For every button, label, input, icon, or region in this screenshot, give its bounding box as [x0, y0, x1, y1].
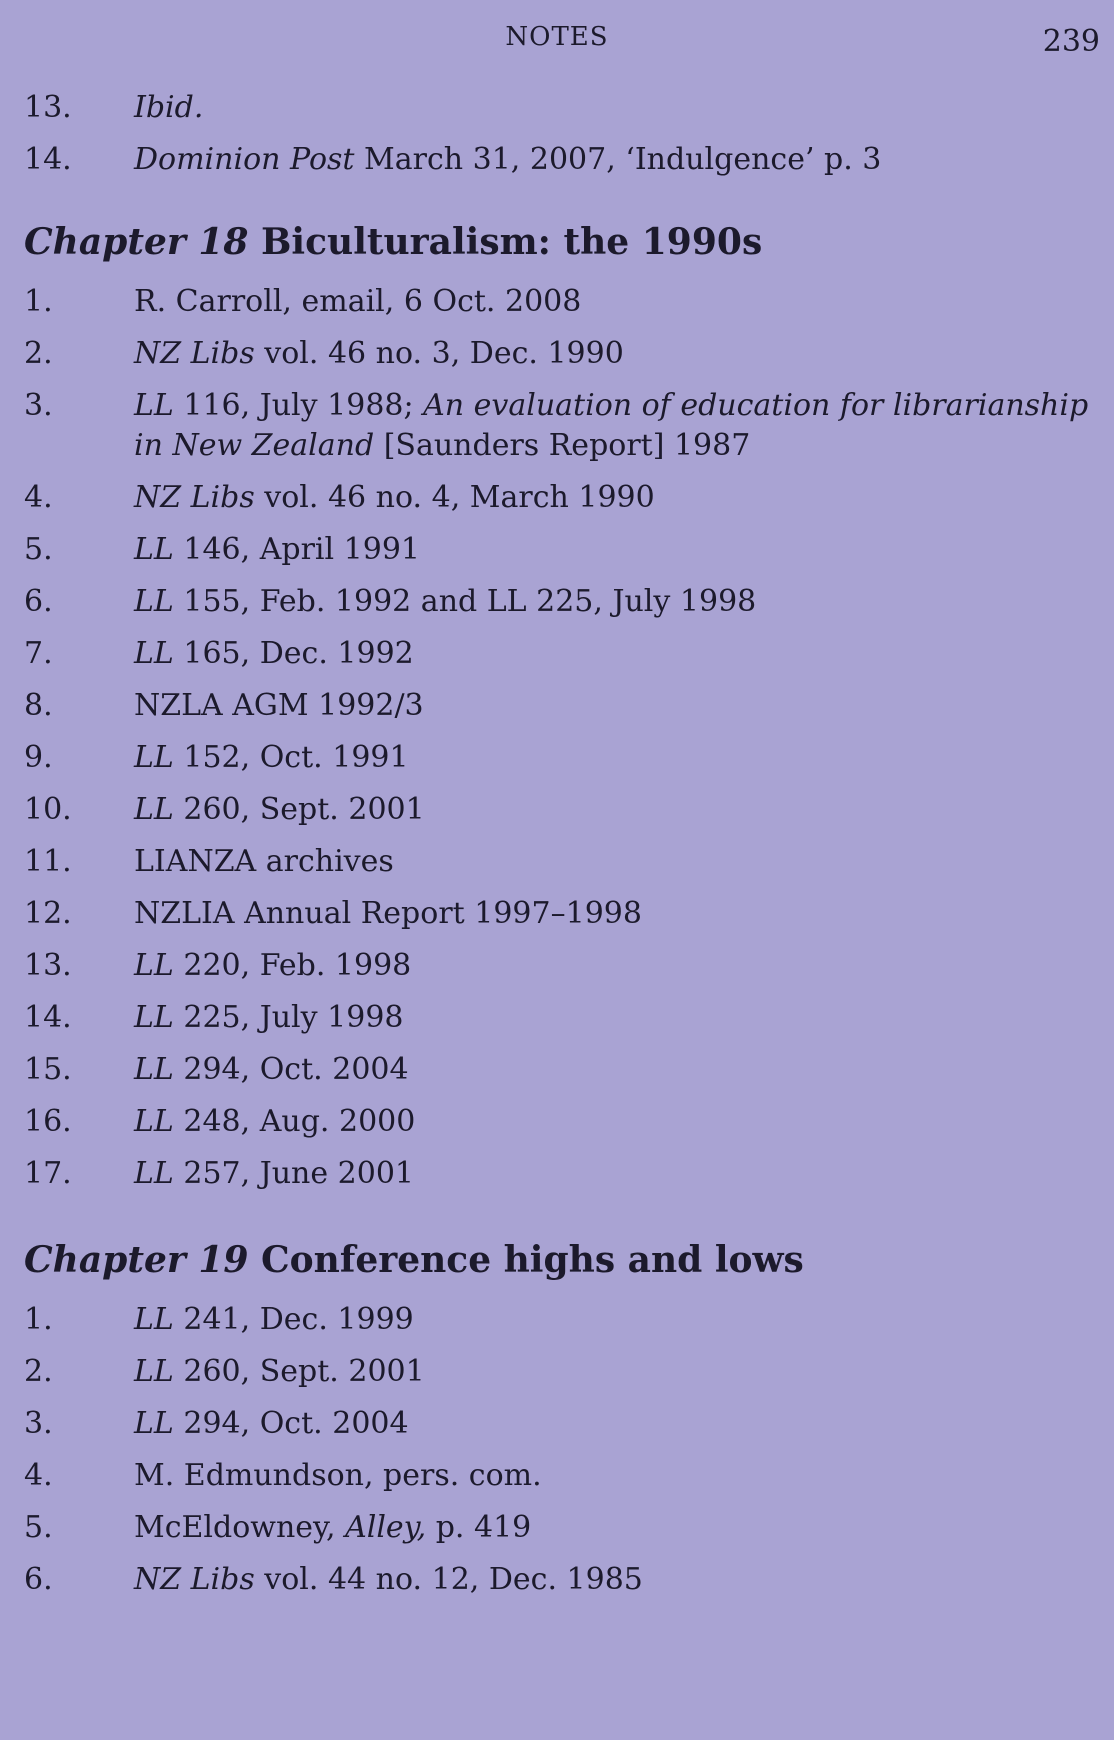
note-item [24, 82, 1094, 134]
chapter-heading-18 [24, 214, 1094, 270]
note-text [134, 992, 1094, 1044]
note-number: 9. [24, 740, 53, 775]
note-text [134, 328, 1094, 380]
note-text [134, 134, 1094, 186]
note-rest: vol. 46 no. 4, March 1990 [254, 480, 655, 515]
note-rest: 220, Feb. 1998 [173, 948, 412, 983]
note-italic: Dominion Post [134, 142, 355, 177]
note-item [24, 276, 1094, 328]
note-text [134, 524, 1094, 576]
note-rest: 116, July 1988; [173, 388, 424, 423]
note-italic: LL [134, 636, 174, 671]
note-number: 6. [24, 1562, 53, 1597]
note-rest: 248, Aug. 2000 [173, 1104, 416, 1139]
note-item [24, 732, 1094, 784]
note-item [24, 576, 1094, 628]
note-text [134, 680, 1094, 732]
note-text [134, 1148, 1094, 1200]
note-italic: LL [134, 1052, 174, 1087]
note-pre: McEldowney, [134, 1510, 346, 1545]
note-item [24, 680, 1094, 732]
note-text [134, 940, 1094, 992]
note-text [134, 276, 1094, 328]
note-italic: NZ Libs [134, 336, 255, 371]
note-number: 12. [24, 896, 72, 931]
note-item [24, 1398, 1094, 1450]
notes-body [24, 82, 1094, 1606]
note-number: 17. [24, 1156, 72, 1191]
note-item [24, 1148, 1094, 1200]
note-item [24, 472, 1094, 524]
note-item [24, 1502, 1094, 1554]
note-text [134, 472, 1094, 524]
note-italic: Alley, [345, 1510, 427, 1545]
note-text [134, 1502, 1094, 1554]
note-italic: LL [134, 1406, 174, 1441]
note-rest: vol. 46 no. 3, Dec. 1990 [254, 336, 624, 371]
note-item [24, 1044, 1094, 1096]
note-text [134, 1294, 1094, 1346]
note-number: 11. [24, 844, 72, 879]
note-text [134, 1398, 1094, 1450]
note-item [24, 836, 1094, 888]
running-head: NOTES [505, 22, 609, 52]
note-italic: LL [134, 388, 174, 423]
note-italic: LL [134, 740, 174, 775]
note-text [134, 576, 1094, 628]
note-italic: LL [134, 1354, 174, 1389]
note-rest: [Saunders Report] 1987 [374, 428, 751, 463]
note-number: 1. [24, 1302, 53, 1337]
note-item [24, 1096, 1094, 1148]
note-text [134, 732, 1094, 784]
chapter-label: Chapter 19 [24, 1239, 249, 1281]
note-rest: March 31, 2007, ‘Indulgence’ p. 3 [354, 142, 882, 177]
note-item [24, 134, 1094, 186]
note-number: 5. [24, 1510, 53, 1545]
note-rest: 146, April 1991 [173, 532, 420, 567]
note-text [134, 784, 1094, 836]
note-item [24, 328, 1094, 380]
note-rest: 257, June 2001 [173, 1156, 415, 1191]
note-item [24, 1294, 1094, 1346]
chapter-heading-19 [24, 1232, 1094, 1288]
chapter-title: Biculturalism: the 1990s [248, 221, 763, 263]
note-italic: LL [134, 532, 174, 567]
note-italic: LL [134, 1000, 174, 1035]
note-number: 14. [24, 1000, 72, 1035]
note-text [134, 82, 1094, 134]
note-rest: 241, Dec. 1999 [173, 1302, 414, 1337]
note-text [134, 1044, 1094, 1096]
note-italic-title: An evaluation of education for librarianship in New Zealand [134, 388, 1089, 463]
note-rest: 225, July 1998 [173, 1000, 404, 1035]
note-number: 13. [24, 948, 72, 983]
note-item [24, 1450, 1094, 1502]
note-number: 4. [24, 480, 53, 515]
note-rest: 294, Oct. 2004 [173, 1052, 409, 1087]
note-pre: NZLIA Annual Report 1997–1998 [134, 896, 642, 931]
note-text [134, 1450, 1094, 1502]
note-number: 2. [24, 1354, 53, 1389]
note-italic: LL [134, 948, 174, 983]
note-number: 14. [24, 142, 72, 177]
note-text [134, 1346, 1094, 1398]
note-number: 16. [24, 1104, 72, 1139]
note-rest: 294, Oct. 2004 [173, 1406, 409, 1441]
note-number: 5. [24, 532, 53, 567]
note-number: 15. [24, 1052, 72, 1087]
note-rest: 165, Dec. 1992 [173, 636, 414, 671]
note-pre: NZLA AGM 1992/3 [134, 688, 424, 723]
note-item [24, 524, 1094, 576]
note-rest: 260, Sept. 2001 [173, 792, 425, 827]
note-text [134, 1096, 1094, 1148]
note-italic: LL [134, 584, 174, 619]
note-number: 6. [24, 584, 53, 619]
chapter-label: Chapter 18 [24, 221, 249, 263]
note-item [24, 940, 1094, 992]
note-italic: NZ Libs [134, 1562, 255, 1597]
note-number: 7. [24, 636, 53, 671]
note-text [134, 628, 1094, 680]
note-number: 1. [24, 284, 53, 319]
note-number: 3. [24, 1406, 53, 1441]
note-italic: NZ Libs [134, 480, 255, 515]
note-text [134, 836, 1094, 888]
note-text [134, 380, 1094, 472]
note-pre: R. Carroll, email, 6 Oct. 2008 [134, 284, 582, 319]
note-text [134, 1554, 1094, 1606]
note-text [134, 888, 1094, 940]
page-number: 239 [1042, 24, 1100, 59]
note-item [24, 888, 1094, 940]
note-item [24, 628, 1094, 680]
note-italic: Ibid. [134, 90, 204, 125]
note-item [24, 1554, 1094, 1606]
note-pre: M. Edmundson, pers. com. [134, 1458, 542, 1493]
note-rest: 155, Feb. 1992 and LL 225, July 1998 [173, 584, 757, 619]
note-number: 3. [24, 388, 53, 423]
note-rest: 152, Oct. 1991 [173, 740, 409, 775]
note-number: 4. [24, 1458, 53, 1493]
note-number: 2. [24, 336, 53, 371]
note-italic: LL [134, 1104, 174, 1139]
note-italic: LL [134, 1156, 174, 1191]
note-italic: LL [134, 792, 174, 827]
note-rest: p. 419 [426, 1510, 532, 1545]
note-item [24, 784, 1094, 836]
note-number: 10. [24, 792, 72, 827]
note-rest: 260, Sept. 2001 [173, 1354, 425, 1389]
note-number: 13. [24, 90, 72, 125]
note-item [24, 992, 1094, 1044]
note-italic: LL [134, 1302, 174, 1337]
note-item [24, 1346, 1094, 1398]
chapter-title: Conference highs and lows [248, 1239, 804, 1281]
note-number: 8. [24, 688, 53, 723]
note-rest: vol. 44 no. 12, Dec. 1985 [254, 1562, 643, 1597]
note-item [24, 380, 1094, 472]
note-pre: LIANZA archives [134, 844, 394, 879]
